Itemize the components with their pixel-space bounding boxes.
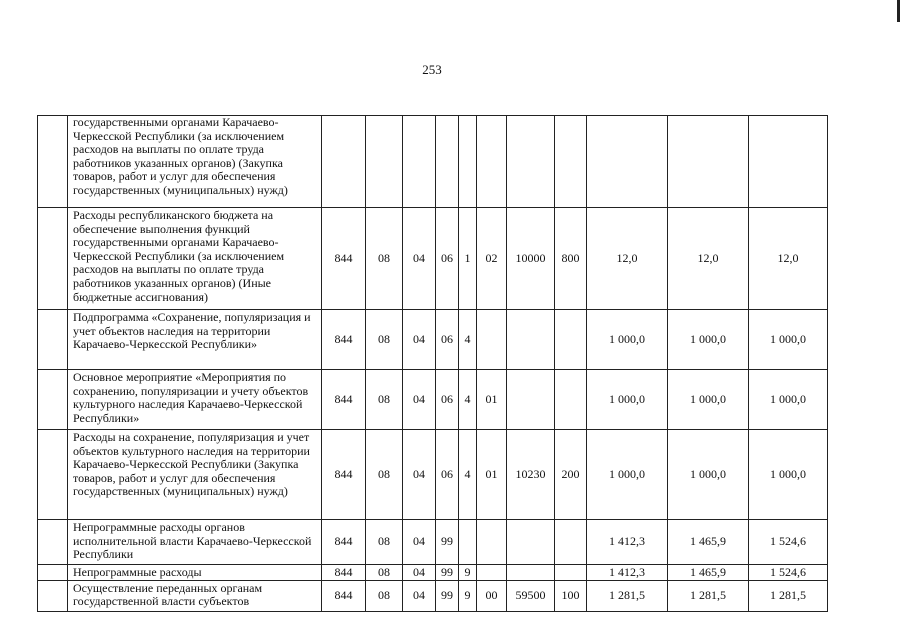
subprogram-code: 4 — [459, 430, 477, 520]
direction-code — [507, 116, 555, 208]
ministry-code: 844 — [322, 370, 366, 430]
program-code: 06 — [436, 370, 459, 430]
event-code: 01 — [477, 430, 507, 520]
amount-year-1: 1 000,0 — [587, 370, 668, 430]
program-code — [436, 116, 459, 208]
amount-year-1: 1 412,3 — [587, 520, 668, 565]
event-code — [477, 565, 507, 581]
row-index-cell — [38, 430, 68, 520]
row-index-cell — [38, 580, 68, 611]
direction-code — [507, 520, 555, 565]
section-code: 08 — [366, 370, 403, 430]
table-row — [38, 208, 828, 310]
section-code: 08 — [366, 580, 403, 611]
table-row — [38, 370, 828, 430]
ministry-code — [322, 116, 366, 208]
subsection-code: 04 — [403, 580, 436, 611]
subsection-code: 04 — [403, 565, 436, 581]
section-code: 08 — [366, 565, 403, 581]
amount-year-2: 1 465,9 — [668, 520, 749, 565]
expense-type-code — [555, 116, 587, 208]
ministry-code: 844 — [322, 580, 366, 611]
subprogram-code: 9 — [459, 565, 477, 581]
event-code — [477, 520, 507, 565]
table-row — [38, 310, 828, 370]
amount-year-2: 1 000,0 — [668, 430, 749, 520]
amount-year-3: 1 000,0 — [749, 370, 828, 430]
program-code: 99 — [436, 520, 459, 565]
program-code: 99 — [436, 580, 459, 611]
section-code: 08 — [366, 430, 403, 520]
row-description: Осуществление переданных органам государственной власти субъектов — [68, 580, 322, 611]
direction-code — [507, 370, 555, 430]
ministry-code: 844 — [322, 208, 366, 310]
subprogram-code: 4 — [459, 310, 477, 370]
amount-year-1 — [587, 116, 668, 208]
event-code — [477, 310, 507, 370]
event-code — [477, 116, 507, 208]
program-code: 06 — [436, 430, 459, 520]
subprogram-code — [459, 520, 477, 565]
expense-type-code — [555, 310, 587, 370]
direction-code — [507, 310, 555, 370]
subprogram-code: 1 — [459, 208, 477, 310]
row-description: Непрограммные расходы органов исполнительной власти Карачаево-Черкесской Республики — [68, 520, 322, 565]
expense-type-code: 200 — [555, 430, 587, 520]
expense-type-code: 800 — [555, 208, 587, 310]
event-code: 00 — [477, 580, 507, 611]
subsection-code: 04 — [403, 520, 436, 565]
row-index-cell — [38, 370, 68, 430]
amount-year-1: 1 000,0 — [587, 310, 668, 370]
amount-year-2: 1 000,0 — [668, 310, 749, 370]
program-code: 99 — [436, 565, 459, 581]
amount-year-3: 12,0 — [749, 208, 828, 310]
table-row — [38, 520, 828, 565]
page-number: 253 — [422, 62, 442, 77]
amount-year-3: 1 524,6 — [749, 520, 828, 565]
row-index-cell — [38, 520, 68, 565]
subprogram-code — [459, 116, 477, 208]
row-description: Непрограммные расходы — [68, 565, 322, 581]
subsection-code — [403, 116, 436, 208]
subprogram-code: 4 — [459, 370, 477, 430]
ministry-code: 844 — [322, 310, 366, 370]
row-index-cell — [38, 310, 68, 370]
section-code: 08 — [366, 310, 403, 370]
subsection-code: 04 — [403, 208, 436, 310]
budget-table — [37, 115, 828, 612]
row-description: Расходы на сохранение, популяризация и учет объектов культурного наследия на территории Карачаево-Черкесской Республики (Закупка товаров, работ и услуг для обеспечения государственных (муниципальных) нужд) — [68, 430, 322, 520]
table-row — [38, 565, 828, 581]
expense-type-code — [555, 565, 587, 581]
amount-year-1: 12,0 — [587, 208, 668, 310]
event-code: 02 — [477, 208, 507, 310]
direction-code — [507, 565, 555, 581]
direction-code: 10000 — [507, 208, 555, 310]
amount-year-1: 1 281,5 — [587, 580, 668, 611]
table-row — [38, 116, 828, 208]
row-description: государственными органами Карачаево-Черкесской Республики (за исключением расходов на выплаты по оплате труда работников указанных органов) (Закупка товаров, работ и услуг для обеспечения государственных (муниципальных) нужд) — [68, 116, 322, 208]
amount-year-3 — [749, 116, 828, 208]
expense-type-code — [555, 370, 587, 430]
direction-code: 10230 — [507, 430, 555, 520]
row-description: Подпрограмма «Сохранение, популяризация и учет объектов наследия на территории Карачаево-Черкесской Республики» — [68, 310, 322, 370]
amount-year-2: 1 465,9 — [668, 565, 749, 581]
expense-type-code — [555, 520, 587, 565]
section-code: 08 — [366, 520, 403, 565]
row-index-cell — [38, 116, 68, 208]
section-code — [366, 116, 403, 208]
subsection-code: 04 — [403, 430, 436, 520]
amount-year-1: 1 412,3 — [587, 565, 668, 581]
subsection-code: 04 — [403, 370, 436, 430]
amount-year-1: 1 000,0 — [587, 430, 668, 520]
row-description: Основное мероприятие «Мероприятия по сохранению, популяризации и учету объектов культурного наследия Карачаево-Черкесской Республики» — [68, 370, 322, 430]
amount-year-2: 12,0 — [668, 208, 749, 310]
amount-year-3: 1 524,6 — [749, 565, 828, 581]
subsection-code: 04 — [403, 310, 436, 370]
amount-year-3: 1 281,5 — [749, 580, 828, 611]
amount-year-2: 1 000,0 — [668, 370, 749, 430]
amount-year-3: 1 000,0 — [749, 310, 828, 370]
amount-year-2 — [668, 116, 749, 208]
program-code: 06 — [436, 310, 459, 370]
table-row — [38, 580, 828, 611]
subprogram-code: 9 — [459, 580, 477, 611]
row-index-cell — [38, 208, 68, 310]
event-code: 01 — [477, 370, 507, 430]
table-row — [38, 430, 828, 520]
amount-year-3: 1 000,0 — [749, 430, 828, 520]
section-code: 08 — [366, 208, 403, 310]
row-index-cell — [38, 565, 68, 581]
amount-year-2: 1 281,5 — [668, 580, 749, 611]
ministry-code: 844 — [322, 430, 366, 520]
scan-edge-mark — [897, 0, 900, 22]
expense-type-code: 100 — [555, 580, 587, 611]
row-description: Расходы республиканского бюджета на обеспечение выполнения функций государственными органами Карачаево-Черкесской Республики (за исключением расходов на выплаты по оплате труда работников указанных органов) (Иные бюджетные ассигнования) — [68, 208, 322, 310]
ministry-code: 844 — [322, 520, 366, 565]
program-code: 06 — [436, 208, 459, 310]
direction-code: 59500 — [507, 580, 555, 611]
ministry-code: 844 — [322, 565, 366, 581]
